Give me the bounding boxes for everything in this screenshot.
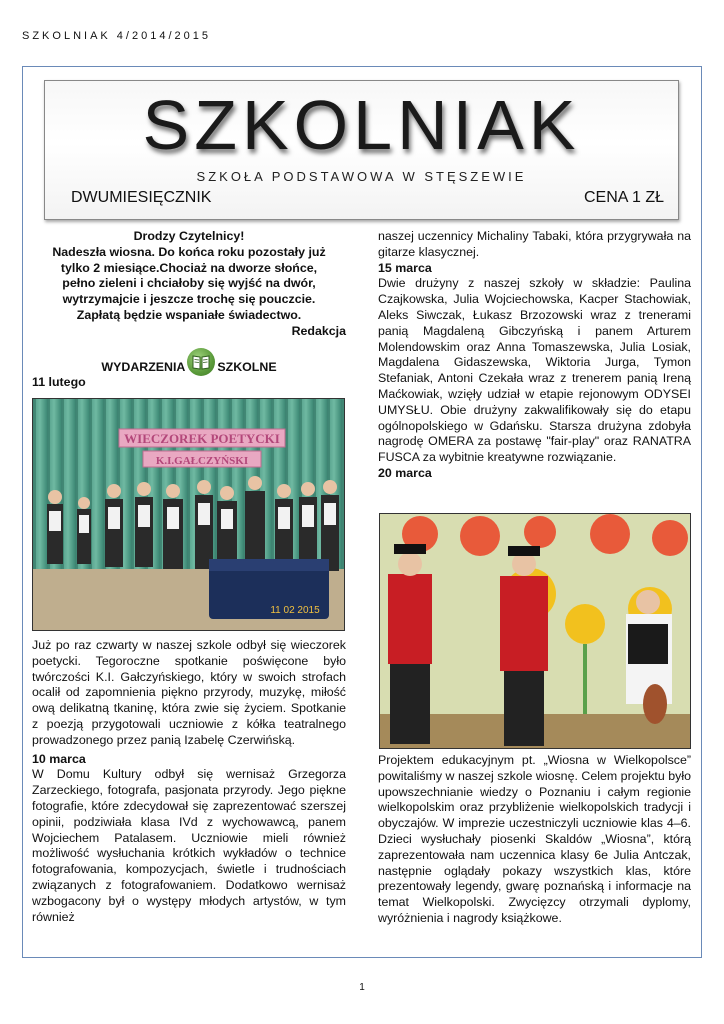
right-column	[378, 229, 691, 482]
spring-project-photo	[379, 513, 691, 749]
poetry-evening-photo	[32, 398, 345, 631]
event-text: naszej uczennicy Michaliny Tabaki, która przygrywała na gitarze klasycznej.	[378, 229, 691, 259]
masthead-frequency: DWUMIESIĘCZNIK	[71, 189, 212, 206]
masthead-price: CENA 1 ZŁ	[583, 189, 664, 206]
book-icon	[187, 348, 215, 376]
intro-line: pełno zieleni i chciałoby się wyjść na dwór,	[62, 276, 316, 291]
left-column	[32, 229, 346, 390]
intro-line: Zapłatą będzie wspaniałe świadectwo.	[76, 307, 302, 322]
masthead-title: SZKOLNIAK	[142, 86, 581, 164]
photo-banner-2: K.I.GAŁCZYŃSKI	[155, 455, 249, 467]
section-heading-left: WYDARZENIA	[101, 359, 186, 374]
section-heading-right: SZKOLNE	[217, 359, 277, 374]
event-date: 10 marca	[32, 751, 86, 766]
event-date: 11 lutego	[32, 374, 86, 389]
event-text: Już po raz czwarty w naszej szkole odbył się wieczorek poetycki. Tegoroczne spotkanie poświęcone było twórczości K.I. Gałczyńskiego, który w swoich strofach ocalił od zapomnienia piękno przyrody, muzykę, miłość ową delikatną tkaninę, która zwie się życiem. Spotkanie z poezją przygotowali uczniowie z kółka teatralnego prowadzonego przez panią Izabelę Czerwińską.	[32, 638, 346, 747]
page-number: 1	[359, 982, 365, 993]
photo-banner-1: WIECZOREK POETYCKI	[124, 431, 280, 446]
event-date: 15 marca	[378, 260, 432, 275]
running-head: SZKOLNIAK 4/2014/2015	[22, 30, 211, 42]
intro-line: tylko 2 miesiące.Chociaż na dworze słońce,	[60, 260, 318, 275]
intro-heading: Drodzy Czytelnicy!	[133, 229, 245, 243]
left-column-lower	[32, 638, 346, 925]
masthead	[44, 80, 679, 220]
event-text: Projektem edukacyjnym pt. „Wiosna w Wielkopolsce” powitaliśmy w naszej szkole wiosnę. Celem projektu było upowszechnianie wiedzy o Poznaniu i całym regionie wielkopolskim oraz przybliżenie wielkopolskich tradycji i obyczajów. W imprezie uczestniczyli uczniowie klas 4–6. Dzieci wysłuchały piosenki Skaldów „Wiosna”, którą zaprezentowała nam uczennica klasy 6e Julia Antczak, następnie oglądały pokazy wszystkich klas, które prezentowały legendy, gwarę poznańską i informacje na temat Wielkopolski. Zwycięzcy otrzymali dyplomy, wyróżnienia i nagrody książkowe.	[378, 753, 691, 925]
event-text: Dwie drużyny z naszej szkoły w składzie: Paulina Czajkowska, Julia Wojciechowska, Kacper Stachowiak, Aleks Siwczak, Łukasz Brzozowski wraz z trenerami panią Magdaleną Gibczyńską i panem Arturem Molendowskim oraz Anna Tomaszewska, Julia Losiak, Magdalena Gidaszewska, Wiktoria Jurga, Tymon Stefaniak, Antoni Czekała wraz z trenerem panią Ireną Maćkowiak, wzięły udział w etapie rejonowym ODYSEI UMYSŁU. Obie drużyny zakwalifikowały się do etapu ogólnopolskiego w Gdańsku. Starsza drużyna zdobyła nagrodę OMERA za postawę "fair-play" oraz RANATRA FUSCA za wybitnie kreatywne rozwiązanie.	[378, 276, 691, 465]
intro-line: Nadeszła wiosna. Do końca roku pozostały już	[52, 244, 326, 259]
intro-line: wytrzymajcie i jeszcze trochę się pouczcie.	[62, 292, 316, 307]
right-column-lower	[378, 753, 691, 927]
event-text: W Domu Kultury odbył się wernisaż Grzegorza Zarzeckiego, fotografa, pasjonata przyrody. Jego piękne fotografie, które zdecydował się zaprezentować szerszej opinii, podziwiała klasa IVd z wychowawcą, panem Wojciechem Patalasem. Uczniowie mieli również możliwość wysłuchania krótkich wykładów o technice fotografowania, kompozycjach, świetle i trudnościach związanych z fotografowaniem. Dodatkowo wernisaż wzbogacony był o występy młodych artystów, w tym również	[32, 767, 346, 924]
photo-date-stamp: 11 02 2015	[270, 605, 320, 616]
masthead-subtitle: SZKOŁA PODSTAWOWA W STĘSZEWIE	[196, 169, 527, 184]
event-date: 20 marca	[378, 465, 432, 480]
intro-signature: Redakcja	[291, 323, 346, 338]
